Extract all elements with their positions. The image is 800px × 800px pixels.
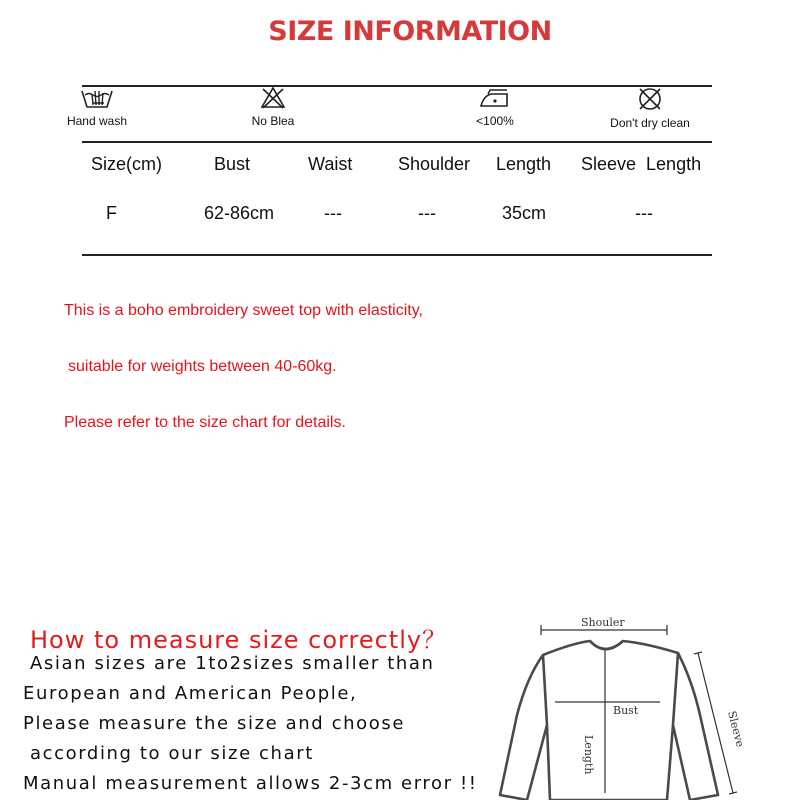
garment-measurement-diagram [495, 605, 750, 800]
measure-line: Manual measurement allows 2-3cm error !! [23, 773, 478, 794]
no-dry-clean-icon [637, 86, 663, 112]
column-header-bust: Bust [214, 154, 251, 174]
description-line: suitable for weights between 40-60kg. [68, 358, 337, 375]
care-label: Don't dry clean [610, 116, 690, 130]
column-header-shoulder: Shoulder [398, 154, 471, 174]
table-cell-shoulder: --- [418, 203, 436, 223]
measurement-lines [541, 625, 737, 794]
table-bottom-rule [82, 254, 712, 256]
description-line: This is a boho embroidery sweet top with elasticity, [64, 302, 423, 319]
table-cell-bust: 62-86cm [204, 203, 275, 223]
table-cell-size: F [106, 203, 117, 223]
sleeve-label: Sleeve [725, 709, 747, 749]
page-title: SIZE INFORMATION [268, 16, 552, 47]
care-label: No Blea [251, 114, 295, 128]
description-line: Please refer to the size chart for details. [64, 414, 346, 431]
length-label: Length [582, 735, 595, 775]
table-header-rule [82, 141, 712, 143]
column-header-sleeve-length: Sleeve Length [581, 154, 702, 174]
measure-line: Asian sizes are 1to2sizes smaller than [30, 653, 435, 674]
column-header-size: Size(cm) [91, 154, 162, 174]
measure-line: according to our size chart [30, 743, 314, 764]
how-to-measure-heading: How to measure size correctly？ [30, 626, 448, 654]
column-header-length: Length [496, 154, 552, 174]
measure-line: European and American People, [23, 683, 358, 704]
care-no-bleach [238, 86, 308, 128]
care-hand-wash [60, 86, 134, 128]
table-cell-waist: --- [324, 203, 342, 223]
care-iron [465, 86, 525, 128]
care-label: Hand wash [66, 114, 128, 128]
table-cell-length: 35cm [502, 203, 547, 223]
table-cell-sleeve-length: --- [635, 203, 653, 223]
bust-label: Bust [613, 704, 639, 717]
care-no-dry-clean [603, 86, 697, 130]
iron-icon [478, 86, 512, 110]
measure-line: Please measure the size and choose [23, 713, 406, 734]
no-bleach-icon [260, 86, 286, 110]
column-header-waist: Waist [308, 154, 353, 174]
shoulder-label: Shouler [581, 616, 625, 629]
care-label: <100% [476, 114, 514, 128]
hand-wash-icon [80, 86, 114, 110]
sweater-outline [500, 641, 718, 800]
